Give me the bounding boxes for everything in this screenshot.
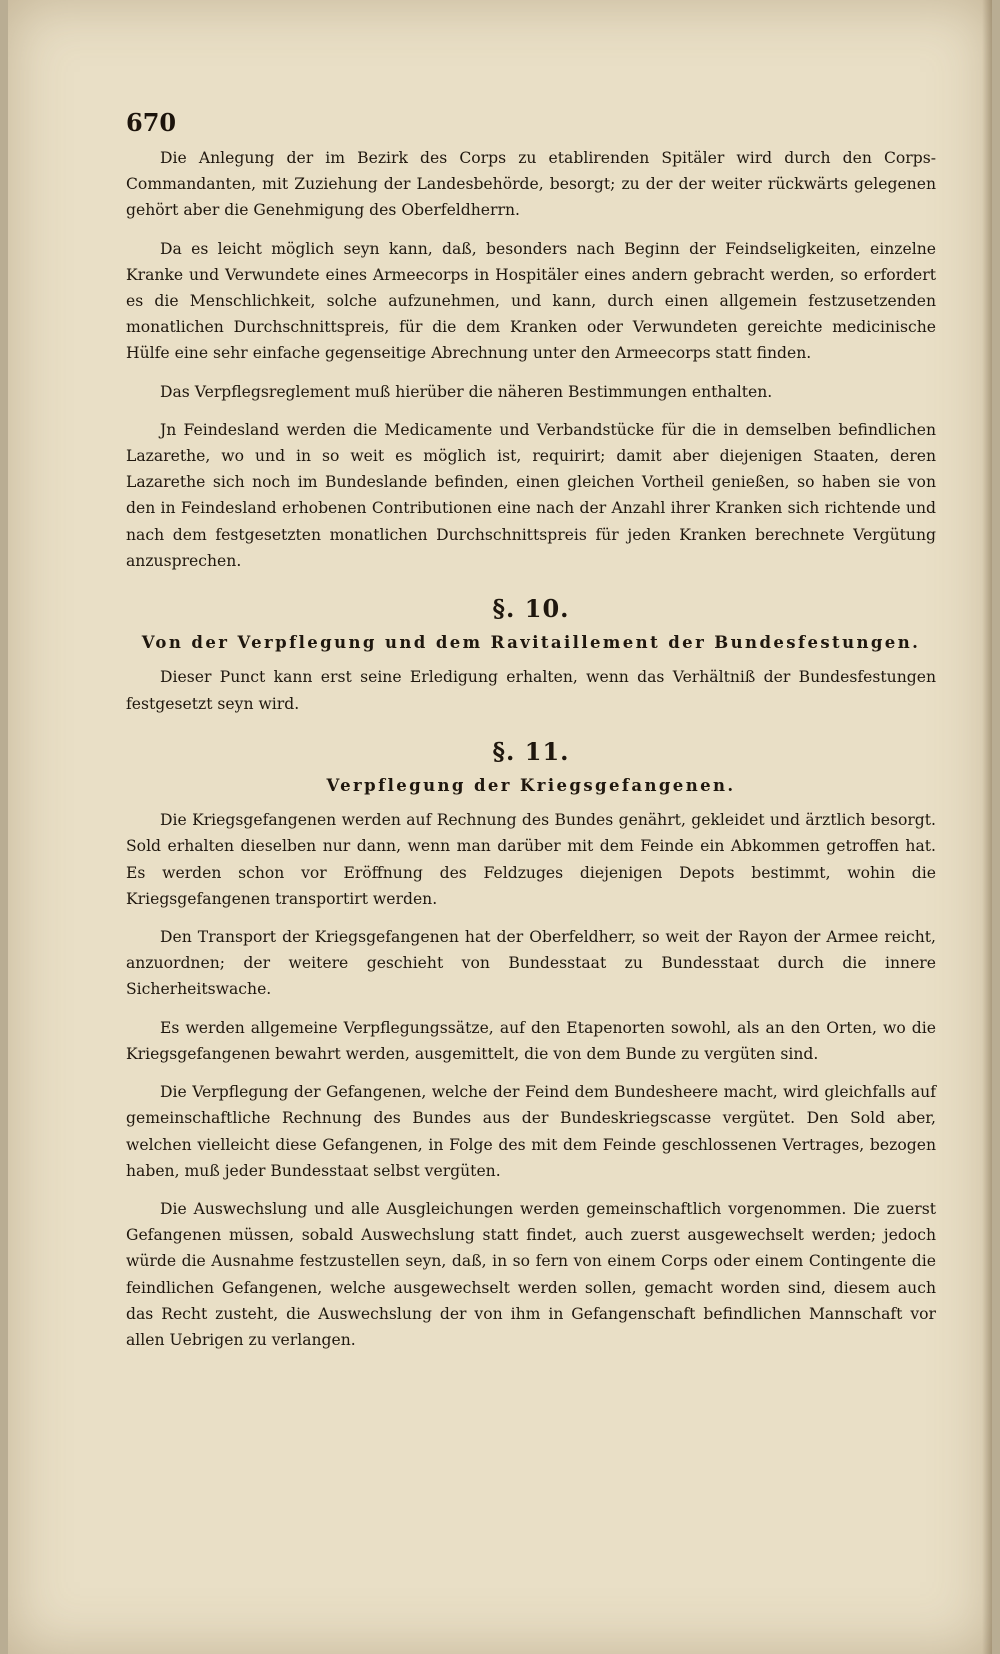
section-heading: Von der Verpflegung und dem Ravitaillement der Bundesfestungen. [141,633,921,653]
paragraph: Es werden allgemeine Verpflegungssätze, auf den Etapenorten sowohl, als an den Orten, wo die Kriegsgefangenen bewahrt werden, ausgemittelt, die von dem Bunde zu vergüten sind. [126,1018,936,1063]
paragraph: Die Anlegung der im Bezirk des Corps zu etablirenden Spitäler wird durch den Corps-Commandanten, mit Zuziehung der Landesbehörde, besorgt; zu der der weiter rückwärts gelegenen gehört aber die Genehmigung des Oberfeldherrn. [126,149,936,220]
paragraph: Die Verpflegung der Gefangenen, welche der Feind dem Bundesheere macht, wird gleichfalls auf gemeinschaftliche Rechnung des Bundes aus der Bundeskriegscasse vergütet. Den Sold aber, welchen vielleicht diese Gefangenen, in Folge des mit dem Feinde geschlossenen Vertrages, bezogen haben, muß jeder Bundesstaat selbst vergüten. [126,1083,936,1180]
paragraph: Den Transport der Kriegsgefangenen hat der Oberfeldherr, so weit der Rayon der Armee reicht, anzuordnen; der weitere geschieht von Bundesstaat zu Bundesstaat durch die innere Sicherheitswache. [126,928,936,999]
paragraph: Da es leicht möglich seyn kann, daß, besonders nach Beginn der Feindseligkeiten, einzelne Kranke und Verwundete eines Armeecorps in Hospitäler eines andern gebracht werden, so erfordert es die Menschlichkeit, solche aufzunehmen, und kann, durch einen allgemein festzusetzenden monatlichen Durchschnittspreis, für die dem Kranken oder Verwundeten gereichte medicinische Hülfe eine sehr einfache gegenseitige Abrechnung unter den Armeecorps statt finden. [126,239,936,363]
paragraph: Die Kriegsgefangenen werden auf Rechnung des Bundes genährt, gekleidet und ärztlich besorgt. Sold erhalten dieselben nur dann, wenn man darüber mit dem Feinde ein Abkommen getroffen hat. Es werden schon vor Eröffnung des Feldzuges diejenigen Depots bestimmt, wohin die Kriegsgefangenen transportirt werden. [126,811,936,908]
section-number: §. 11. [492,736,570,766]
paragraph: Dieser Punct kann erst seine Erledigung erhalten, wenn das Verhältniß der Bundesfestungen festgesetzt seyn wird. [126,668,936,713]
section-number: §. 10. [492,594,570,624]
page-body [126,145,936,1365]
page-number: 670 [126,108,177,137]
paragraph: Jn Feindesland werden die Medicamente und Verbandstücke für die in demselben befindlichen Lazarethe, wo und in so weit es möglich ist, requirirt; damit aber diejenigen Staaten, deren Lazarethe sich noch im Bundeslande befinden, einen gleichen Vortheil genießen, so haben sie von den in Feindesland erhobenen Contributionen eine nach der Anzahl ihrer Kranken sich richtende und nach dem festgesetzten monatlichen Durchschnittspreis für jeden Kranken berechnete Vergütung anzusprechen. [126,420,936,570]
book-page [8,0,992,1654]
section-heading: Verpflegung der Kriegsgefangenen. [326,776,736,796]
paragraph: Das Verpflegsreglement muß hierüber die näheren Bestimmungen enthalten. [160,382,773,401]
paragraph: Die Auswechslung und alle Ausgleichungen werden gemeinschaftlich vorgenommen. Die zuerst Gefangenen müssen, sobald Auswechslung statt findet, auch zuerst ausgewechselt werden; jedoch würde die Ausnahme festzustellen seyn, daß, in so fern von einem Corps oder einem Contingente die feindlichen Gefangenen, welche ausgewechselt werden sollen, gemacht worden sind, diesem auch das Recht zusteht, die Auswechslung der von ihm in Gefangenschaft befindlichen Mannschaft vor allen Uebrigen zu verlangen. [126,1199,936,1349]
